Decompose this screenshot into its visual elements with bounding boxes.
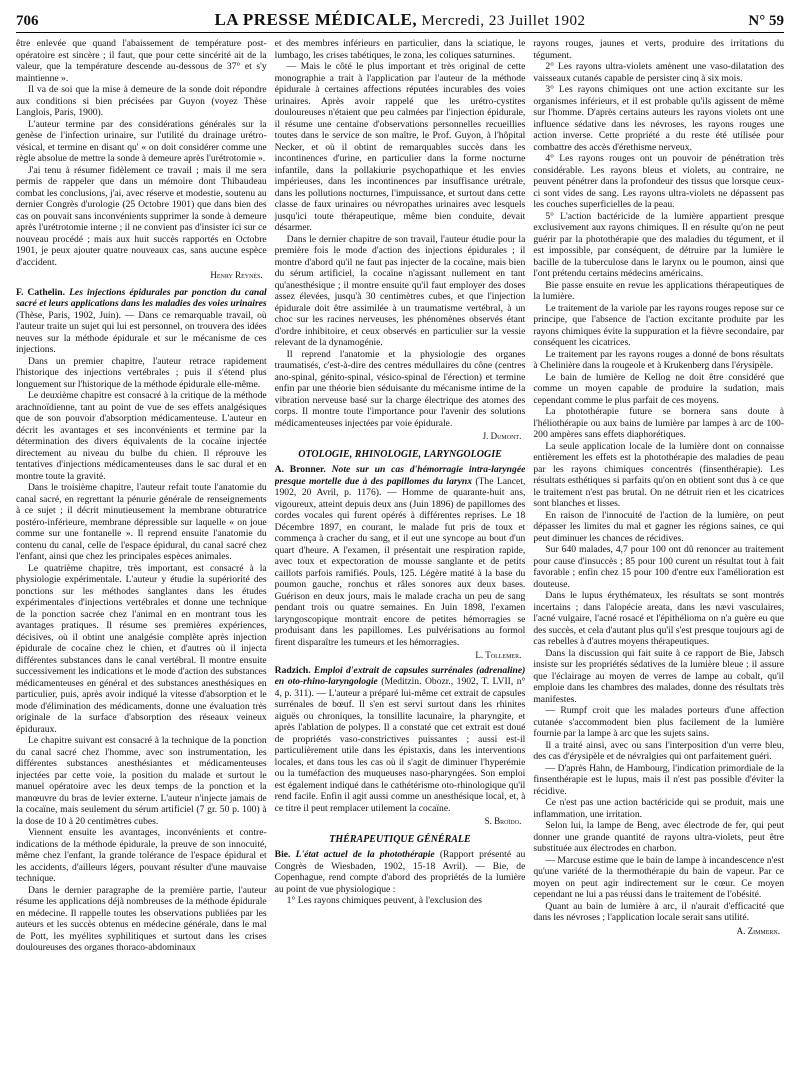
review-title: Emploi d'extrait de capsules surrénales (adrenaline) en oto-rhino-laryngologie	[274, 664, 526, 687]
paragraph: Le traitement par les rayons rouges a donné de bons résultats à Chelinière dans la rougeole et à Krukenberg dans l'érysipèle.	[533, 348, 785, 371]
paragraph: Le chapitre suivant est consacré à la technique de la ponction du canal sacré chez l'homme, avec son instrumentation, les différentes substances anesthésiantes et médicamenteuses injectées par cette voie, la position du malade et surtout le manuel opératoire avec les deux temps de la ponction et la manœuvre du bras de levier externe. L'auteur n'injecte jamais de la cocaïne, mais seulement du sérum artificiel (7 gr. 50 p. 100) à la dose de 10 à 20 centimètres cubes.	[16, 735, 267, 827]
paragraph: rayons rouges, jaunes et verts, produire des irritations du tégument.	[533, 38, 785, 61]
paragraph: être enlevée que quand l'abaissement de température post-opératoire est sincère ; il faut, que pour cette sincérité ait de la valeur, que la température descende au-dessous de 37° et s'y maintienne ».	[16, 38, 267, 84]
paragraph: La photothérapie future se bornera sans doute à l'héliothérapie ou aux bains de lumière par lampes à arc de 100-200 ampères sans effets diaphorétiques.	[533, 406, 785, 440]
issue-number: N° 59	[748, 13, 784, 29]
section-heading: THÉRAPEUTIQUE GÉNÉRALE	[329, 833, 471, 845]
review-author: Radzich.	[274, 664, 311, 676]
paragraph: 3° Les rayons chimiques ont une action excitante sur les organismes inférieurs, et il est probable qu'ils agissent de même sur l'homme. D'après certains auteurs les rayons violets ont une influence sédative dans les névroses, les rayons rouges une action inverse. Cette propriété a du reste été utilisée pour combattre des accès d'érethisme nerveux.	[533, 84, 785, 153]
paragraph: 2° Les rayons ultra-violets amènent une vaso-dilatation des vaisseaux cutanés capable de persister cinq à six mois.	[533, 61, 785, 84]
paragraph: Le deuxième chapitre est consacré à la critique de la méthode arachnoïdienne, tant au point de vue de ses effets analgésiques que de son pouvoir d'absorption médicamenteuse. L'auteur en décrit les avantages et ses inconvénients et termine par la détermination des divers équivalents de la cocaïne injectée directement au niveau du bulbe du chien. Il réprouve les tentatives d'injections médicamenteuses dans le sac dural et en montre toute la gravité.	[16, 390, 267, 482]
paragraph: Le quatrième chapitre, très important, est consacré à la physiologie expérimentale. L'auteur y étudie la supériorité des ponctions sur les méthodes sanglantes dans les études expérimentales d'injections vertébrales et donne une technique de la ponction sacrée chez l'animal en en montrant tous les avantages pratiques. Il résume ses premières expériences, décisives, où il obtint une analgésie complète après injection épidurale de cocaïne chez le chien, et d'autres où il injecta différentes substances dans le canal vertébral. Il montre ensuite successivement les indications et le mode d'action des substances médicamenteuses en général et des substances anesthésiques en particulier, puis, après avoir indiqué la vitesse d'absorption et le mode d'élimination des médicaments, donne une évaluation très originale de la surface d'absorption des réseaux veineux épiduraux.	[16, 562, 267, 735]
author-signature: L. Tollemer.	[475, 650, 522, 660]
paragraph: Il va de soi que la mise à demeure de la sonde doit répondre aux conditions si bien précisées par Guyon (voyez Thèse Langlois, Paris, 1900).	[16, 84, 267, 118]
paragraph: — Marcuse estime que le bain de lampe à incandescence n'est qu'une variété de la thermothérapie du bain de vapeur. Par ce moyen on peut agir indirectement sur le cœur. Ce moyen cependant ne lui a pas réussi dans le traitement de l'obésité.	[533, 854, 785, 900]
paragraph: Il reprend l'anatomie et la physiologie des organes traumatisés, c'est-à-dire des centres médullaires du cône (centres ano-spinal, génito-spinal, vésico-spinal de l'érection) et termine enfin par une théorie bien séduisante du mécanisme intime de la vibration nerveuse basé sur la charge électrique des atomes des corps. Il montre toute l'importance pour l'avenir des solutions médicamenteuses injectées par voie épidurale.	[274, 348, 526, 429]
paragraph: J'ai tenu à résumer fidèlement ce travail ; mais il me sera permis de rappeler que dans un mémoire dont Thibaudeau combat les conclusions, j'ai, avec réserve et modestie, soutenu au dernier Congrès d'urologie (25 Octobre 1901) que dans bien des cas on pouvait sans inconvénients supprimer la sonde à demeure après l'urétrotomie interne ; il ne convient pas d'insister ici sur ce nouveau procédé ; mais aux huit succès rapportés en Octobre 1901, je peux ajouter quatre nouveaux cas, sans aucune espèce d'accident.	[16, 164, 267, 268]
paragraph: Dans le troisième chapitre, l'auteur refait toute l'anatomie du canal sacré, en regrettant la pénurie générale de renseignements à ce sujet ; il décrit minutieusement la membrane obturatrice postéro-inférieure, membrane dépressible sur laquelle « on joue comme sur une fontanelle ». Il reprend ensuite l'anatomie du contenu du canal, celle de l'espace épidural, du canal sacré chez l'enfant, ainsi que chez les principales espèces animales.	[16, 482, 267, 562]
paragraph: Ce n'est pas une action bactéricide qui se produit, mais une inflammation, une irritation.	[533, 797, 785, 820]
paragraph: Dans le lupus érythémateux, les résultats se sont montrés incertains ; dans l'alopécie areata, dans les nævi vasculaires, l'acné vulgaire, l'acné rosacé et l'épithélioma on n'a guère eu que des succès, et cela d'autant plus qu'il s'est presque toujours agi de cas rebelles à d'autres moyens thérapeutiques.	[533, 590, 785, 647]
page-number: 706	[16, 13, 39, 29]
review-entry	[275, 464, 526, 648]
paragraph: 5° L'action bactéricide de la lumière appartient presque exclusivement aux rayons chimiques. Il en résulte qu'on ne peut guérir par la photothérapie que des maladies du tégument, et il est impossible, par conséquent, de détruire par la lumière le bacille de la tuberculose dans le larynx ou le poumon, ainsi que l'ont prétendu certains médecins américains.	[533, 210, 785, 279]
paragraph: Il a traité ainsi, avec ou sans l'interposition d'un verre bleu, des cas d'érysipèle et de névralgies qui ont parfaitement guéri.	[533, 739, 785, 762]
section-heading: OTOLOGIE, RHINOLOGIE, LARYNGOLOGIE	[298, 448, 502, 460]
paragraph: Selon lui, la lampe de Beng, avec électrode de fer, qui peut donner une grande quantité de rayons ultra-violets, peut être substituée aux électrodes en charbon.	[533, 820, 785, 854]
review-author: F. Cathelin.	[16, 286, 66, 298]
author-signature: S. Broïdo.	[484, 816, 522, 826]
review-title: L'état actuel de la photothérapie	[290, 849, 435, 860]
issue-date: Mercredi, 23 Juillet 1902	[417, 13, 586, 29]
columns	[16, 38, 784, 1074]
paragraph: Dans la discussion qui fait suite à ce rapport de Bie, Jabsch insiste sur les propriétés sédatives de la lumière bleue ; il assure que l'éclairage au moyen de verres de lampe au cobalt, qu'il emploie dans les chambres des malades, donne des résultats très manifestes.	[533, 647, 785, 705]
paragraph: 1° Les rayons chimiques peuvent, à l'exclusion des	[286, 895, 482, 906]
author-signature: A. Zimmern.	[736, 925, 781, 936]
paragraph: Quant au bain de lumière à arc, il n'aurait d'efficacité que dans les névroses ; l'application locale serait sans utilité.	[533, 900, 785, 923]
review-body: (Meditzin. Obozr., 1902, T. LVII, n° 4, p. 311). — L'auteur a préparé lui-même cet extrait de capsules surrénales de bœuf. Il s'en est servi surtout dans les rhinites aiguës ou chroniques, la tonsillite lacunaire, la pharyngite, et après l'ablation de polypes. Il a constaté que cet extrait est doué de propriétés vaso-constrictives puissantes ; aussi est-il particulièrement utile dans les épistaxis, dans les interventions locales, et dans tous les cas où il s'agit de diminuer l'hyperémie ou la tuméfaction des muqueuses naso-pharyngées. Son emploi est également indiqué dans le cathétérisme oto-rhinologique qu'il rend facile. Enfin il agit aussi comme un anesthésique local, et, à ce titre il peut remplacer utilement la cocaïne.	[274, 676, 526, 814]
paragraph: Dans un premier chapitre, l'auteur retrace rapidement l'historique des injections vertébrales ; puis il s'étend plus longuement sur l'historique de la méthode épidurale elle-même.	[16, 355, 267, 390]
review-title: Note sur un cas d'hémorragie intra-laryngée presque mortelle due à des papillomes du larynx	[274, 464, 526, 487]
column-3	[533, 38, 784, 1074]
review-body: (Rapport présenté au Congrès de Wiesbaden, 1902, 15-18 Avril). — Bie, de Copenhague, rend compte d'abord des propriétés de la lumière au point de vue physiologique :	[274, 849, 526, 895]
column-1	[16, 38, 267, 1074]
paragraph: Viennent ensuite les avantages, inconvénients et contre-indications de la méthode épidurale, la preuve de son innocuité, même chez l'enfant, la grande tolérance de l'espace épidural et les accidents, d'ailleurs légers, pouvant résulter d'une mauvaise technique.	[16, 827, 267, 884]
page-header	[16, 10, 784, 32]
column-2	[275, 38, 526, 1074]
review-body: (Thèse, Paris, 1902, Juin). — Dans ce remarquable travail, où l'auteur traite un sujet qui lui est personnel, on trouvera des idées neuves sur la méthode épidurale et sur le mécanisme de ces injections.	[16, 309, 267, 355]
running-title	[76, 10, 724, 30]
paragraph: 4° Les rayons rouges ont un pouvoir de pénétration très considérable. Les rayons bleus et violets, au contraire, ne peuvent pénétrer dans la profondeur des tissus que lorsque ceux-ci sont vides de sang. Les rayons ultra-violets ne dépassent pas les couches superficielles de la peau.	[533, 153, 785, 210]
paragraph: — Mais le côté le plus important et très original de cette monographie a trait à l'application par l'auteur de la méthode épidurale à certaines affections réputées incurables des voies urinaires. Après avoir rappelé que les urétro-cystites douloureuses n'étaient que peu calmées par l'injection épidurale, il résume une centaine d'observations personnelles recueillies toutes dans le service de son maître, le Prof. Guyon, à l'hôpital Necker, et où il obtint de remarquables succès dans les incontinences d'urine, en particulier dans la forme nocturne infantile, dans la pollakiurie psychopathique et les envies impérieuses, dans les incontinences par insuffisance urétrale, dans les pollutions nocturnes, l'impuissance, et surtout dans cette classe de faux urinaires ou névropathes urinaires avec lesquels jusqu'ici toute thérapeutique, même bien conduite, devait désarmer.	[274, 61, 526, 233]
paragraph: Sur 640 malades, 4,7 pour 100 ont dû renoncer au traitement pour cause d'insuccès ; 85 pour 100 curent un résultat tout à fait favorable ; enfin chez 15 pour 100 d'entre eux l'amélioration est douteuse.	[533, 544, 785, 590]
paragraph: — D'après Hahn, de Hambourg, l'indication primordiale de la finsenthérapie est le lupus, mais il n'est pas possible d'éviter la récidive.	[533, 762, 785, 797]
paragraph: Bie passe ensuite en revue les applications thérapeutiques de la lumière.	[533, 279, 785, 302]
journal-name: LA PRESSE MÉDICALE,	[214, 10, 418, 29]
review-author: A. Bronner.	[274, 464, 326, 475]
review-entry	[275, 665, 526, 815]
review-body: (The Lancet, 1902, 20 Avril, p. 1176). — Homme de quarante-huit ans, vigoureux, atteint depuis deux ans (Juin 1896) de papillomes des cordes vocales qui furent opérés à différentes reprises. Le 18 Décembre 1897, en courant, le malade fut pris de toux et commença à cracher du sang, et il eut une syncope au bout d'un quart d'heure. A l'examen, il présentait une respiration rapide, avec toux et expectoration de mousse sanglante et de petits caillots parfois ramifiés. Pouls, 125. Légère matité à la base du poumon gauche, ronchus et râles sonores aux deux bases. Guérison en deux jours, mais le malade cracha un peu de sang pendant trois ou quatre semaines. En Juin 1898, l'examen laryngoscopique montrait encore de petites hémorragies se produisant dans les papillomes. Les pulvérisations au formol firent disparaître les tumeurs et les hémorragies.	[274, 475, 526, 648]
review-author: Bie.	[274, 849, 291, 860]
review-entry	[275, 849, 526, 895]
author-signature: J. Dumont.	[482, 431, 522, 441]
paragraph: Dans le dernier chapitre de son travail, l'auteur étudie pour la première fois le mode d'action des injections épidurales ; il montre d'abord qu'il ne faut pas injecter de la cocaïne, mais bien du sérum artificiel, la cocaïne n'agissant nullement en tant qu'anesthésique ; il montre ensuite qu'il faut employer des doses assez élevées, jusqu'à 30 centimètres cubes, et que l'injection épidurale doit être assimilée à un traumatisme vertébral, à un choc sur les racines nerveuses, les phénomènes observés étant d'ordre inhibitoire, et ceux observés en particulier sur la vessie relevant de la dynamogénie.	[274, 233, 526, 348]
review-entry	[16, 287, 267, 356]
paragraph: Dans le dernier paragraphe de la première partie, l'auteur résume les applications déjà nombreuses de la méthode épidurale en médecine. Il rappelle toutes les observations publiées par les auteurs et les succès obtenus en médecine générale, dans le mal de Pott, les myélites syphilitiques et surtout dans les crises douloureuses des organes thoraco-abdominaux	[16, 884, 267, 953]
review-title: Les injections épidurales par ponction du canal sacré et leurs applications dans les maladies des voies urinaires	[16, 286, 267, 309]
paragraph: En raison de l'innocuité de l'action de la lumière, on peut dépasser les limites du mal et gagner les régions saines, ce qui peut diminuer les chances de récidives.	[533, 509, 785, 544]
paragraph: La seule application locale de la lumière dont on connaisse entièrement les effets est la photothérapie des maladies de peau par les rayons chimiques concentrés (finsenthérapie). Les résultats esthétiques si parfaits qu'on en obtient sont dus à ce que le traitement n'est pas brutal. On ne détruit rien et les cicatrices sont blanches et lisses.	[533, 440, 785, 509]
paragraph: et des membres inférieurs en particulier, dans la sciatique, le lumbago, les crises tabétiques, le zona, les coliques saturnines.	[274, 38, 526, 61]
header-rule	[16, 32, 784, 33]
paragraph: Le traitement de la variole par les rayons rouges repose sur ce principe, que l'absence de l'action excitante produite par les rayons chimiques évite la suppuration et la fièvre secondaire, par conséquent les cicatrices.	[533, 302, 785, 348]
paragraph: Le bain de lumière de Kellog ne doit être considéré que comme un moyen capable de produire la sudation, mais cependant comme le plus parfait de ces moyens.	[533, 371, 785, 406]
paragraph: L'auteur termine par des considérations générales sur la genèse de l'infection urinaire, sur l'utilité du drainage urétro-vésical, et termine en disant qu' « on doit considérer comme une règle absolue de mettre la sonde à demeure après l'urétrotomie ».	[16, 118, 267, 164]
paragraph: — Rumpf croit que les malades porteurs d'une affection cutanée s'accommodent bien plus facilement de la lumière fournie par la lampe à arc que les sujets sains.	[533, 705, 785, 739]
author-signature: Henry Reynès.	[210, 270, 263, 280]
